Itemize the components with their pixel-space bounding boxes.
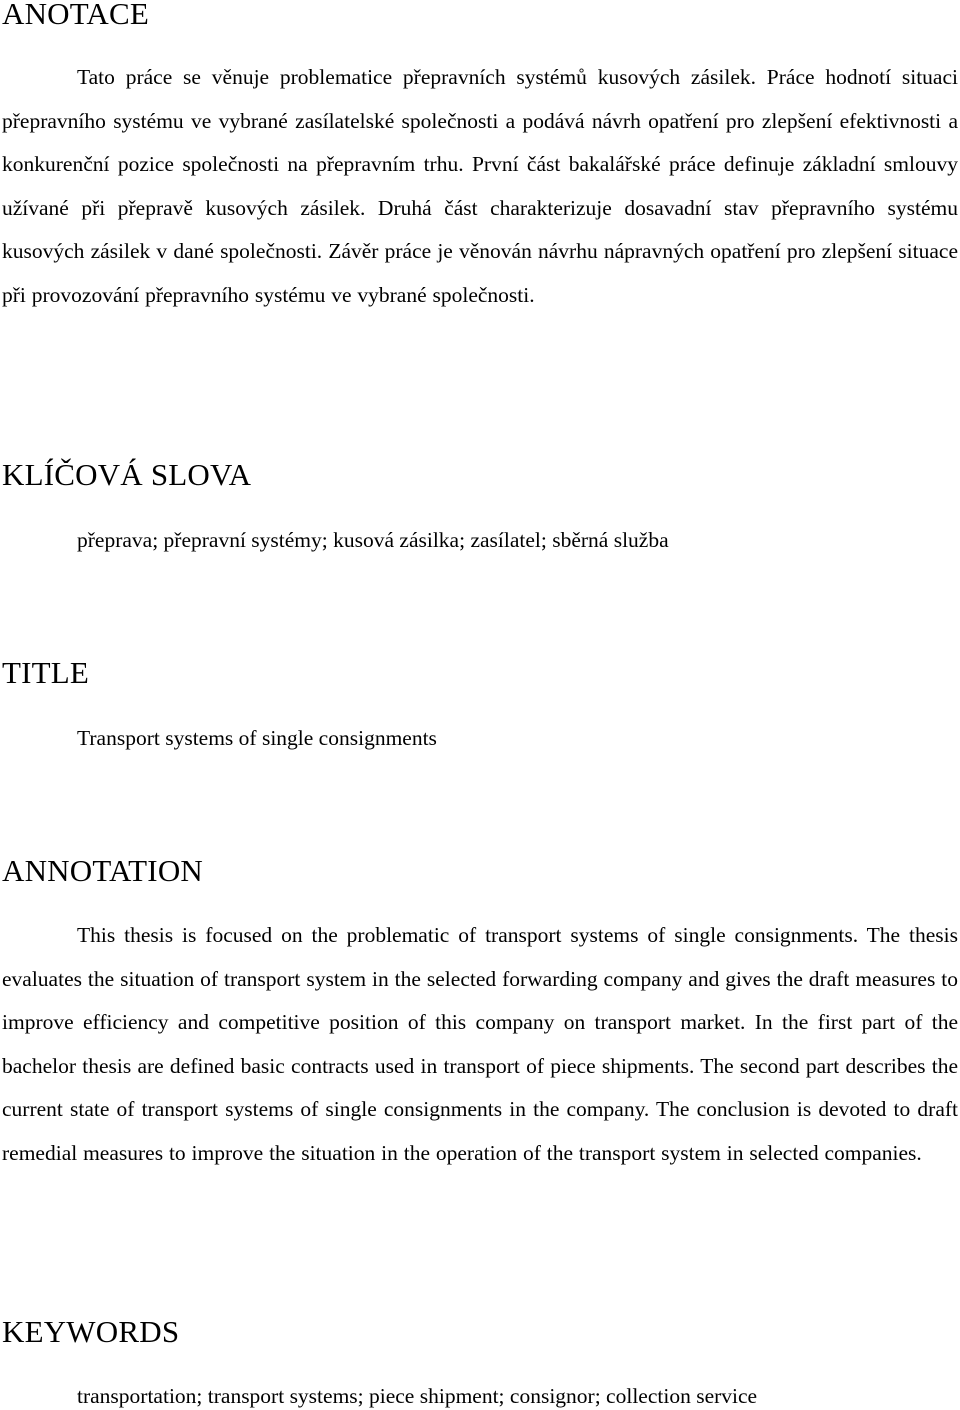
heading-title: TITLE [2,655,90,690]
paragraph-annotation: This thesis is focused on the problematic of transport systems of single consignments. The thesis evaluates the situation of transport system in the selected forwarding company and gives the draft measures to improve efficiency and competitive position of this company on transport market. In the first part of the bachelor thesis are defined basic contracts used in transport of piece shipments. The second part describes the current state of transport systems of single consignments in the company. The conclusion is devoted to draft remedial measures to improve the situation in the operation of the transport system in selected companies. [2,923,958,1165]
heading-keywords: KEYWORDS [2,1314,180,1349]
paragraph-keywords: transportation; transport systems; piece shipment; consignor; collection service [77,1384,758,1408]
heading-annotation: ANNOTATION [2,853,203,888]
heading-anotace: ANOTACE [2,0,150,31]
paragraph-title: Transport systems of single consignments [77,726,437,750]
paragraph-klicova-slova: přeprava; přepravní systémy; kusová zásilka; zasílatel; sběrná služba [77,528,669,552]
paragraph-anotace: Tato práce se věnuje problematice přepravních systémů kusových zásilek. Práce hodnotí situaci přepravního systému ve vybrané zasílatelské společnosti a podává návrh opatření pro zlepšení efektivnosti a konkurenční pozice společnosti na přepravním trhu. První část bakalářské práce definuje základní smlouvy užívané při přepravě kusových zásilek. Druhá část charakterizuje dosavadní stav přepravního systému kusových zásilek v dané společnosti. Závěr práce je věnován návrhu nápravných opatření pro zlepšení situace při provozování přepravního systému ve vybrané společnosti. [2,65,958,307]
heading-klicova-slova: KLÍČOVÁ SLOVA [2,457,252,492]
